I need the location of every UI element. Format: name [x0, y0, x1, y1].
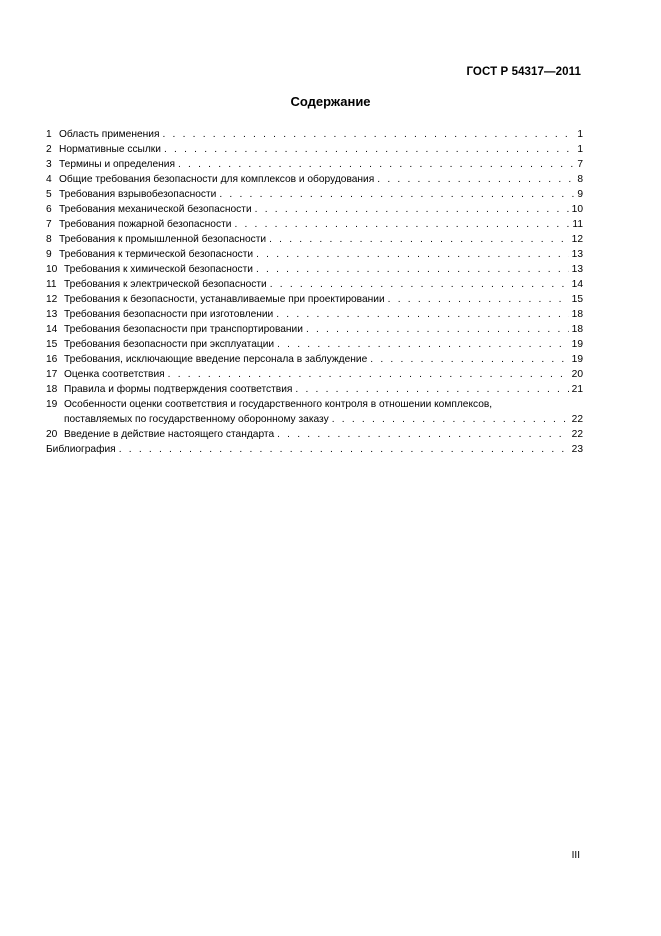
- toc-item-page: 18: [571, 324, 583, 335]
- toc-item-title: Требования к промышленной безопасности: [59, 234, 267, 245]
- toc-item-title: Библиография: [46, 444, 116, 455]
- toc-item-page: 21: [571, 384, 583, 395]
- toc-item-19[interactable]: [46, 397, 583, 427]
- dot-leader: [164, 142, 574, 157]
- dot-leader: [306, 322, 569, 337]
- toc-item-5[interactable]: [46, 187, 583, 202]
- dot-leader: [178, 157, 574, 172]
- dot-leader: [277, 427, 569, 442]
- dot-leader: [370, 352, 568, 367]
- toc-item-1[interactable]: [46, 127, 583, 142]
- toc-item-number: 16: [46, 354, 58, 365]
- toc-item-20[interactable]: [46, 427, 583, 442]
- toc-item-title: Область применения: [59, 129, 160, 140]
- dot-leader: [295, 382, 568, 397]
- toc-item-page: 7: [577, 159, 583, 170]
- toc-item-number: 15: [46, 339, 58, 350]
- dot-leader: [119, 442, 569, 457]
- toc-item-8[interactable]: [46, 232, 583, 247]
- toc-item-page: 14: [571, 279, 583, 290]
- toc-item-title: Правила и формы подтверждения соответствия: [64, 384, 293, 395]
- toc-item-number: 2: [46, 144, 52, 155]
- dot-leader: [162, 127, 574, 142]
- dot-leader: [332, 412, 569, 427]
- dot-leader: [277, 337, 569, 352]
- dot-leader: [256, 247, 569, 262]
- toc-item-number: 20: [46, 429, 58, 440]
- toc-item-number: 4: [46, 174, 52, 185]
- toc-item-page: 19: [571, 339, 583, 350]
- toc-item-title: Требования, исключающие введение персонала в заблуждение: [64, 354, 368, 365]
- toc-item-9[interactable]: [46, 247, 583, 262]
- toc-item-6[interactable]: [46, 202, 583, 217]
- toc-item-page: 22: [571, 414, 583, 425]
- toc-item-page: 23: [571, 444, 583, 455]
- dot-leader: [256, 262, 569, 277]
- toc-item-page: 18: [571, 309, 583, 320]
- toc-item-bibliography[interactable]: [46, 442, 583, 457]
- toc-item-title: Требования безопасности при транспортировании: [64, 324, 303, 335]
- dot-leader: [168, 367, 569, 382]
- toc-item-page: 8: [577, 174, 583, 185]
- toc-item-page: 9: [577, 189, 583, 200]
- toc-item-page: 22: [571, 429, 583, 440]
- toc-item-number: 5: [46, 189, 52, 200]
- table-of-contents: [46, 127, 583, 457]
- toc-item-title: Требования механической безопасности: [59, 204, 252, 215]
- toc-item-title: Термины и определения: [59, 159, 175, 170]
- toc-item-11[interactable]: [46, 277, 583, 292]
- toc-item-17[interactable]: [46, 367, 583, 382]
- toc-item-number: 3: [46, 159, 52, 170]
- toc-item-3[interactable]: [46, 157, 583, 172]
- toc-item-16[interactable]: [46, 352, 583, 367]
- toc-item-title-line-1: Особенности оценки соответствия и государственного контроля в отношении комплексов,: [64, 399, 493, 410]
- toc-item-title: Введение в действие настоящего стандарта: [64, 429, 275, 440]
- toc-item-title: Требования к термической безопасности: [59, 249, 254, 260]
- toc-item-number: 6: [46, 204, 52, 215]
- toc-item-number: 18: [46, 384, 58, 395]
- toc-item-title: Требования пожарной безопасности: [59, 219, 232, 230]
- toc-item-number: 19: [46, 399, 58, 410]
- dot-leader: [377, 172, 574, 187]
- dot-leader: [234, 217, 569, 232]
- page-number: III: [571, 850, 580, 861]
- toc-item-page: 11: [572, 219, 583, 230]
- toc-item-title-line-2: поставляемых по государственному оборонному заказу: [64, 414, 329, 425]
- dot-leader: [276, 307, 568, 322]
- toc-item-page: 13: [571, 249, 583, 260]
- toc-item-page: 13: [571, 264, 583, 275]
- toc-item-page: 1: [577, 129, 583, 140]
- toc-item-7[interactable]: [46, 217, 583, 232]
- toc-item-number: 14: [46, 324, 58, 335]
- toc-item-number: 11: [46, 279, 57, 290]
- toc-item-page: 1: [577, 144, 583, 155]
- toc-item-number: 10: [46, 264, 58, 275]
- toc-item-page: 10: [571, 204, 583, 215]
- toc-item-title: Требования к химической безопасности: [64, 264, 253, 275]
- toc-item-page: 19: [571, 354, 583, 365]
- toc-item-number: 1: [46, 129, 52, 140]
- toc-item-number: 17: [46, 369, 58, 380]
- toc-item-title: Оценка соответствия: [64, 369, 165, 380]
- dot-leader: [255, 202, 569, 217]
- toc-item-10[interactable]: [46, 262, 583, 277]
- toc-item-title: Требования безопасности при изготовлении: [64, 309, 274, 320]
- dot-leader: [269, 232, 569, 247]
- toc-item-2[interactable]: [46, 142, 583, 157]
- toc-item-page: 15: [571, 294, 583, 305]
- toc-item-title: Требования к безопасности, устанавливаемые при проектировании: [64, 294, 385, 305]
- toc-title: Содержание: [290, 94, 371, 109]
- toc-item-12[interactable]: [46, 292, 583, 307]
- toc-item-number: 13: [46, 309, 58, 320]
- dot-leader: [270, 277, 569, 292]
- toc-item-title: Общие требования безопасности для комплексов и оборудования: [59, 174, 375, 185]
- toc-item-title: Требования безопасности при эксплуатации: [64, 339, 275, 350]
- toc-item-number: 7: [46, 219, 52, 230]
- dot-leader: [219, 187, 574, 202]
- toc-item-number: 12: [46, 294, 58, 305]
- toc-item-14[interactable]: [46, 322, 583, 337]
- toc-item-4[interactable]: [46, 172, 583, 187]
- toc-item-18[interactable]: [46, 382, 583, 397]
- dot-leader: [388, 292, 569, 307]
- toc-item-15[interactable]: [46, 337, 583, 352]
- document-code: ГОСТ Р 54317—2011: [466, 66, 581, 78]
- toc-item-page: 12: [571, 234, 583, 245]
- toc-item-title: Нормативные ссылки: [59, 144, 161, 155]
- toc-item-number: 9: [46, 249, 52, 260]
- toc-item-title: Требования к электрической безопасности: [64, 279, 267, 290]
- toc-item-13[interactable]: [46, 307, 583, 322]
- toc-item-number: 8: [46, 234, 52, 245]
- toc-item-page: 20: [571, 369, 583, 380]
- toc-item-title: Требования взрывобезопасности: [59, 189, 217, 200]
